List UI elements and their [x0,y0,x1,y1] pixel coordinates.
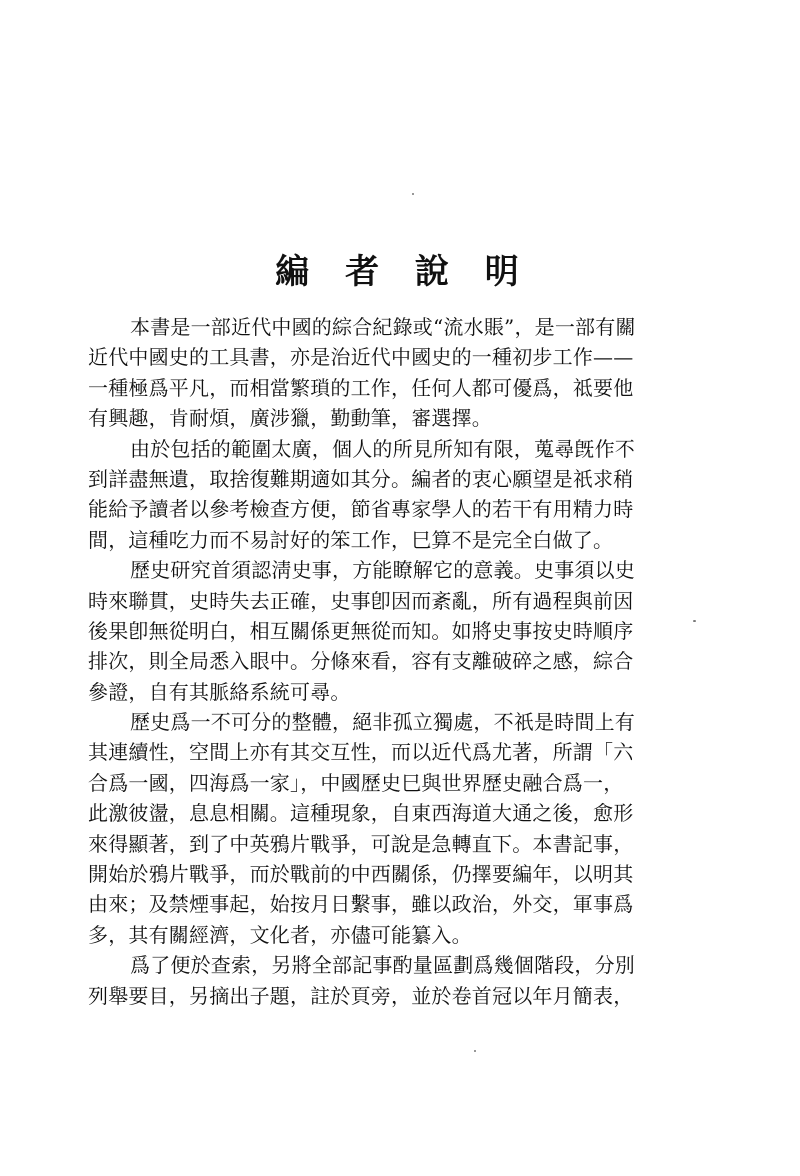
text-line: 此激彼盪，息息相關。這種現象，自東西海道大通之後，愈形 [88,801,634,826]
text-line: 開始於鴉片戰爭，而於戰前的中西關係，仍擇要編年，以明其 [88,862,634,887]
text-line: 近代中國史的工具書，亦是治近代中國史的一種初步工作—— [88,345,634,370]
text-line: 列舉要目，另摘出子題，註於頁旁，並於卷首冠以年月簡表， [88,983,634,1008]
text-line: 由來；及禁煙事起，始按月日繫事，雖以政治，外交，軍事爲 [88,892,634,917]
paragraph-first-line: 爲了便於查索，另將全部記事酌量區劃爲幾個階段，分別 [130,953,635,978]
text-line: 到詳盡無遺，取捨復難期適如其分。編者的衷心願望是祇求稍 [88,466,634,491]
paragraph-first-line: 歷史爲一不可分的整體，絕非孤立獨處，不祇是時間上有 [130,710,635,735]
text-line: 能給予讀者以參考檢查方便，節省專家學人的若干有用精力時 [88,497,634,522]
paragraph-first-line: 歷史研究首須認淸史事，方能瞭解它的意義。史事須以史 [130,558,635,583]
text-line: 後果卽無從明白，相互關係更無從而知。如將史事按史時順序 [88,618,634,643]
paragraph-first-line: 由於包括的範圍太廣，個人的所見所知有限，蒐尋旣作不 [130,436,635,461]
paper-speck [693,620,696,622]
paper-speck [474,1050,476,1052]
text-line: 參證，自有其脈絡系統可尋。 [88,679,351,704]
text-line: 排次，則全局悉入眼中。分條來看，容有支離破碎之感，綜合 [88,649,634,674]
text-line: 有興趣，肯耐煩，廣涉獵，勤動筆，審選擇。 [88,406,492,431]
paper-speck [412,193,414,195]
text-line: 來得顯著，到了中英鴉片戰爭，可說是急轉直下。本書記事， [88,831,634,856]
text-line: 多，其有關經濟，文化者，亦儘可能纂入。 [88,922,472,947]
text-line: 時來聯貫，史時失去正確，史事卽因而紊亂，所有過程與前因 [88,588,634,613]
paragraph-first-line: 本書是一部近代中國的綜合紀錄或“流水賬”，是一部有關 [130,315,636,339]
body-text [88,312,650,1011]
text-line: 其連續性，空間上亦有其交互性，而以近代爲尤著，所謂「六 [88,740,634,765]
text-line: 間，這種吃力而不易討好的笨工作，巳算不是完全白做了。 [88,527,614,552]
text-line: 合爲一國，四海爲一家」，中國歷史巳與世界歷史融合爲一， [88,770,624,795]
text-line: 一種極爲平凡，而相當繁瑣的工作，任何人都可優爲，祗要他 [88,375,634,400]
page-title: 編 者 說 明 [275,252,531,292]
